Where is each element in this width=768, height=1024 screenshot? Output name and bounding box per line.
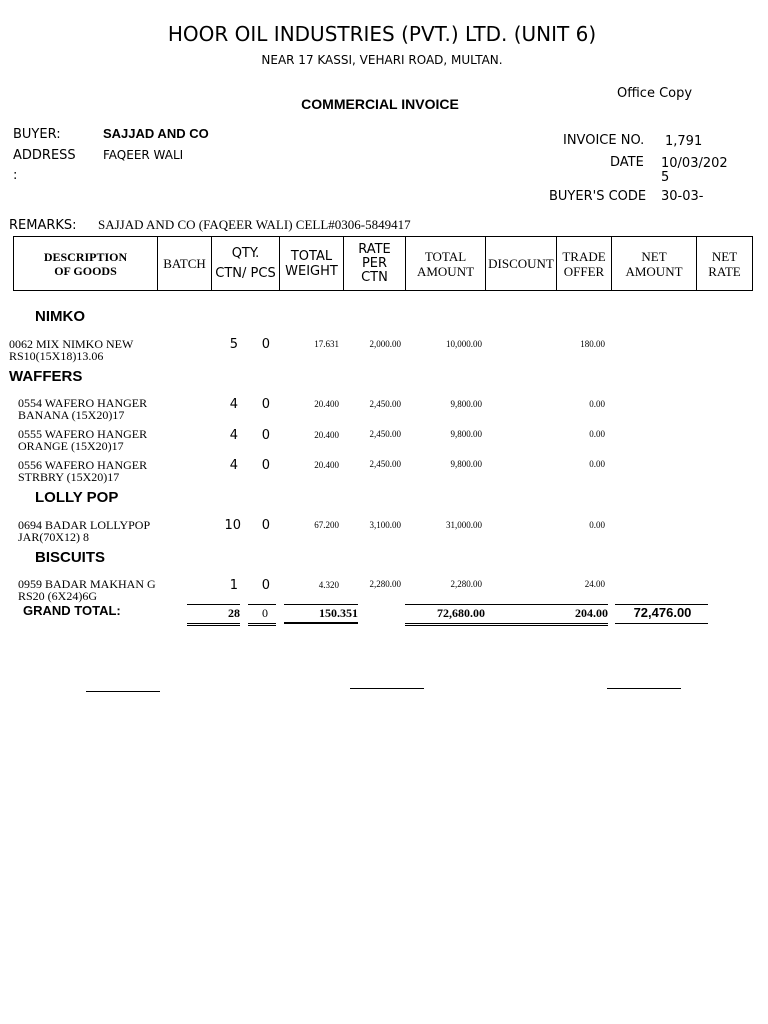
item-ctn: 10 [224, 518, 241, 533]
buyer-name: SAJJAD AND CO [103, 126, 209, 141]
item-rate: 2,000.00 [369, 339, 401, 349]
item-ctn: 4 [229, 428, 238, 443]
total-ctn: 28 [228, 606, 240, 620]
signature-line [86, 691, 160, 692]
item-pcs: 0 [261, 518, 270, 533]
item-pcs: 0 [261, 578, 270, 593]
total-rule-weight-bottom [284, 622, 358, 624]
item-trade-offer: 0.00 [589, 459, 605, 469]
category-title: BISCUITS [35, 549, 106, 566]
item-amount: 2,280.00 [450, 579, 482, 589]
item-rate: 2,450.00 [369, 459, 401, 469]
col-trade-offer: TRADE OFFER [557, 237, 612, 290]
invoice-no-label: INVOICE NO. [563, 133, 645, 148]
item-description: 0062 MIX NIMKO NEW RS10(15X18)13.06 [9, 337, 134, 363]
col-net-amount: NET AMOUNT [612, 237, 697, 290]
buyer-code-label: BUYER'S CODE [549, 189, 647, 204]
item-ctn: 1 [229, 578, 238, 593]
item-weight: 67.200 [314, 520, 339, 530]
col-total-amount: TOTAL AMOUNT [406, 237, 486, 290]
item-trade-offer: 0.00 [589, 399, 605, 409]
item-rate: 2,280.00 [369, 579, 401, 589]
col-net-rate: NET RATE [708, 248, 741, 279]
document-title: COMMERCIAL INVOICE [301, 96, 459, 112]
item-trade-offer: 180.00 [580, 339, 605, 349]
item-description: 0694 BADAR LOLLYPOP JAR(70X12) 8 [18, 518, 151, 544]
item-pcs: 0 [261, 397, 270, 412]
date-value-1: 10/03/202 [661, 156, 728, 171]
category-title: NIMKO [35, 308, 85, 325]
total-trade-offer: 204.00 [575, 606, 608, 620]
col-total-weight: TOTAL WEIGHT [280, 237, 344, 290]
item-description: 0959 BADAR MAKHAN G RS20 (6X24)6G [18, 577, 156, 603]
item-ctn: 5 [229, 337, 238, 352]
buyer-label: BUYER: [13, 127, 61, 142]
col-batch: BATCH [158, 237, 212, 290]
item-ctn: 4 [229, 397, 238, 412]
item-weight: 4.320 [318, 580, 339, 590]
company-name: HOOR OIL INDUSTRIES (PVT.) LTD. (UNIT 6) [167, 22, 597, 46]
item-rate: 3,100.00 [369, 520, 401, 530]
total-double-rule-ctn [187, 623, 240, 626]
address-value: FAQEER WALI [103, 148, 184, 162]
remarks-value: SAJJAD AND CO (FAQEER WALI) CELL#0306-5849417 [98, 217, 411, 232]
total-double-rule-amounts [405, 623, 608, 626]
item-amount: 10,000.00 [446, 339, 482, 349]
signature-line [607, 688, 681, 689]
total-pcs: 0 [262, 606, 268, 620]
item-pcs: 0 [261, 458, 270, 473]
total-rule-weight [284, 604, 358, 605]
address-label: ADDRESS [13, 148, 76, 163]
item-trade-offer: 0.00 [589, 429, 605, 439]
total-rule-net-bottom [615, 623, 708, 624]
item-trade-offer: 0.00 [589, 520, 605, 530]
item-rate: 2,450.00 [369, 399, 401, 409]
item-trade-offer: 24.00 [584, 579, 605, 589]
buyer-code-value: 30-03- [661, 189, 704, 204]
total-double-rule-pcs [248, 623, 276, 626]
item-weight: 20.400 [314, 460, 339, 470]
date-value-2: 5 [661, 170, 670, 185]
item-amount: 9,800.00 [450, 399, 482, 409]
col-qty: QTY. CTN/ PCS [212, 237, 280, 290]
item-amount: 31,000.00 [446, 520, 482, 530]
column-header-row [13, 236, 753, 291]
total-amount: 72,680.00 [437, 606, 485, 620]
total-weight: 150.351 [319, 606, 358, 620]
item-pcs: 0 [261, 337, 270, 352]
item-amount: 9,800.00 [450, 429, 482, 439]
address-colon: : [13, 168, 18, 183]
item-amount: 9,800.00 [450, 459, 482, 469]
remarks-label: REMARKS: [9, 218, 77, 233]
item-rate: 2,450.00 [369, 429, 401, 439]
copy-label: Office Copy [617, 86, 693, 101]
total-rule-pcs [248, 604, 276, 605]
item-weight: 20.400 [314, 430, 339, 440]
item-weight: 17.631 [314, 339, 339, 349]
signature-line [350, 688, 424, 689]
category-title: WAFFERS [9, 368, 83, 385]
grand-total-label: GRAND TOTAL: [23, 603, 121, 618]
col-rate-per-ctn: RATE PER CTN [344, 237, 406, 290]
company-address: NEAR 17 KASSI, VEHARI ROAD, MULTAN. [261, 53, 503, 67]
col-description: DESCRIPTION OF GOODS [14, 237, 158, 290]
item-description: 0556 WAFERO HANGER STRBRY (15X20)17 [18, 458, 148, 484]
item-pcs: 0 [261, 428, 270, 443]
item-description: 0555 WAFERO HANGER ORANGE (15X20)17 [18, 427, 148, 453]
total-rule-ctn [187, 604, 240, 605]
total-rule-amounts [405, 604, 608, 605]
invoice-no-value: 1,791 [665, 134, 703, 149]
total-net-amount: 72,476.00 [633, 605, 692, 620]
item-weight: 20.400 [314, 399, 339, 409]
date-label: DATE [610, 155, 644, 170]
item-description: 0554 WAFERO HANGER BANANA (15X20)17 [18, 396, 148, 422]
category-title: LOLLY POP [35, 489, 119, 506]
col-discount: DISCOUNT [486, 237, 557, 290]
item-ctn: 4 [229, 458, 238, 473]
